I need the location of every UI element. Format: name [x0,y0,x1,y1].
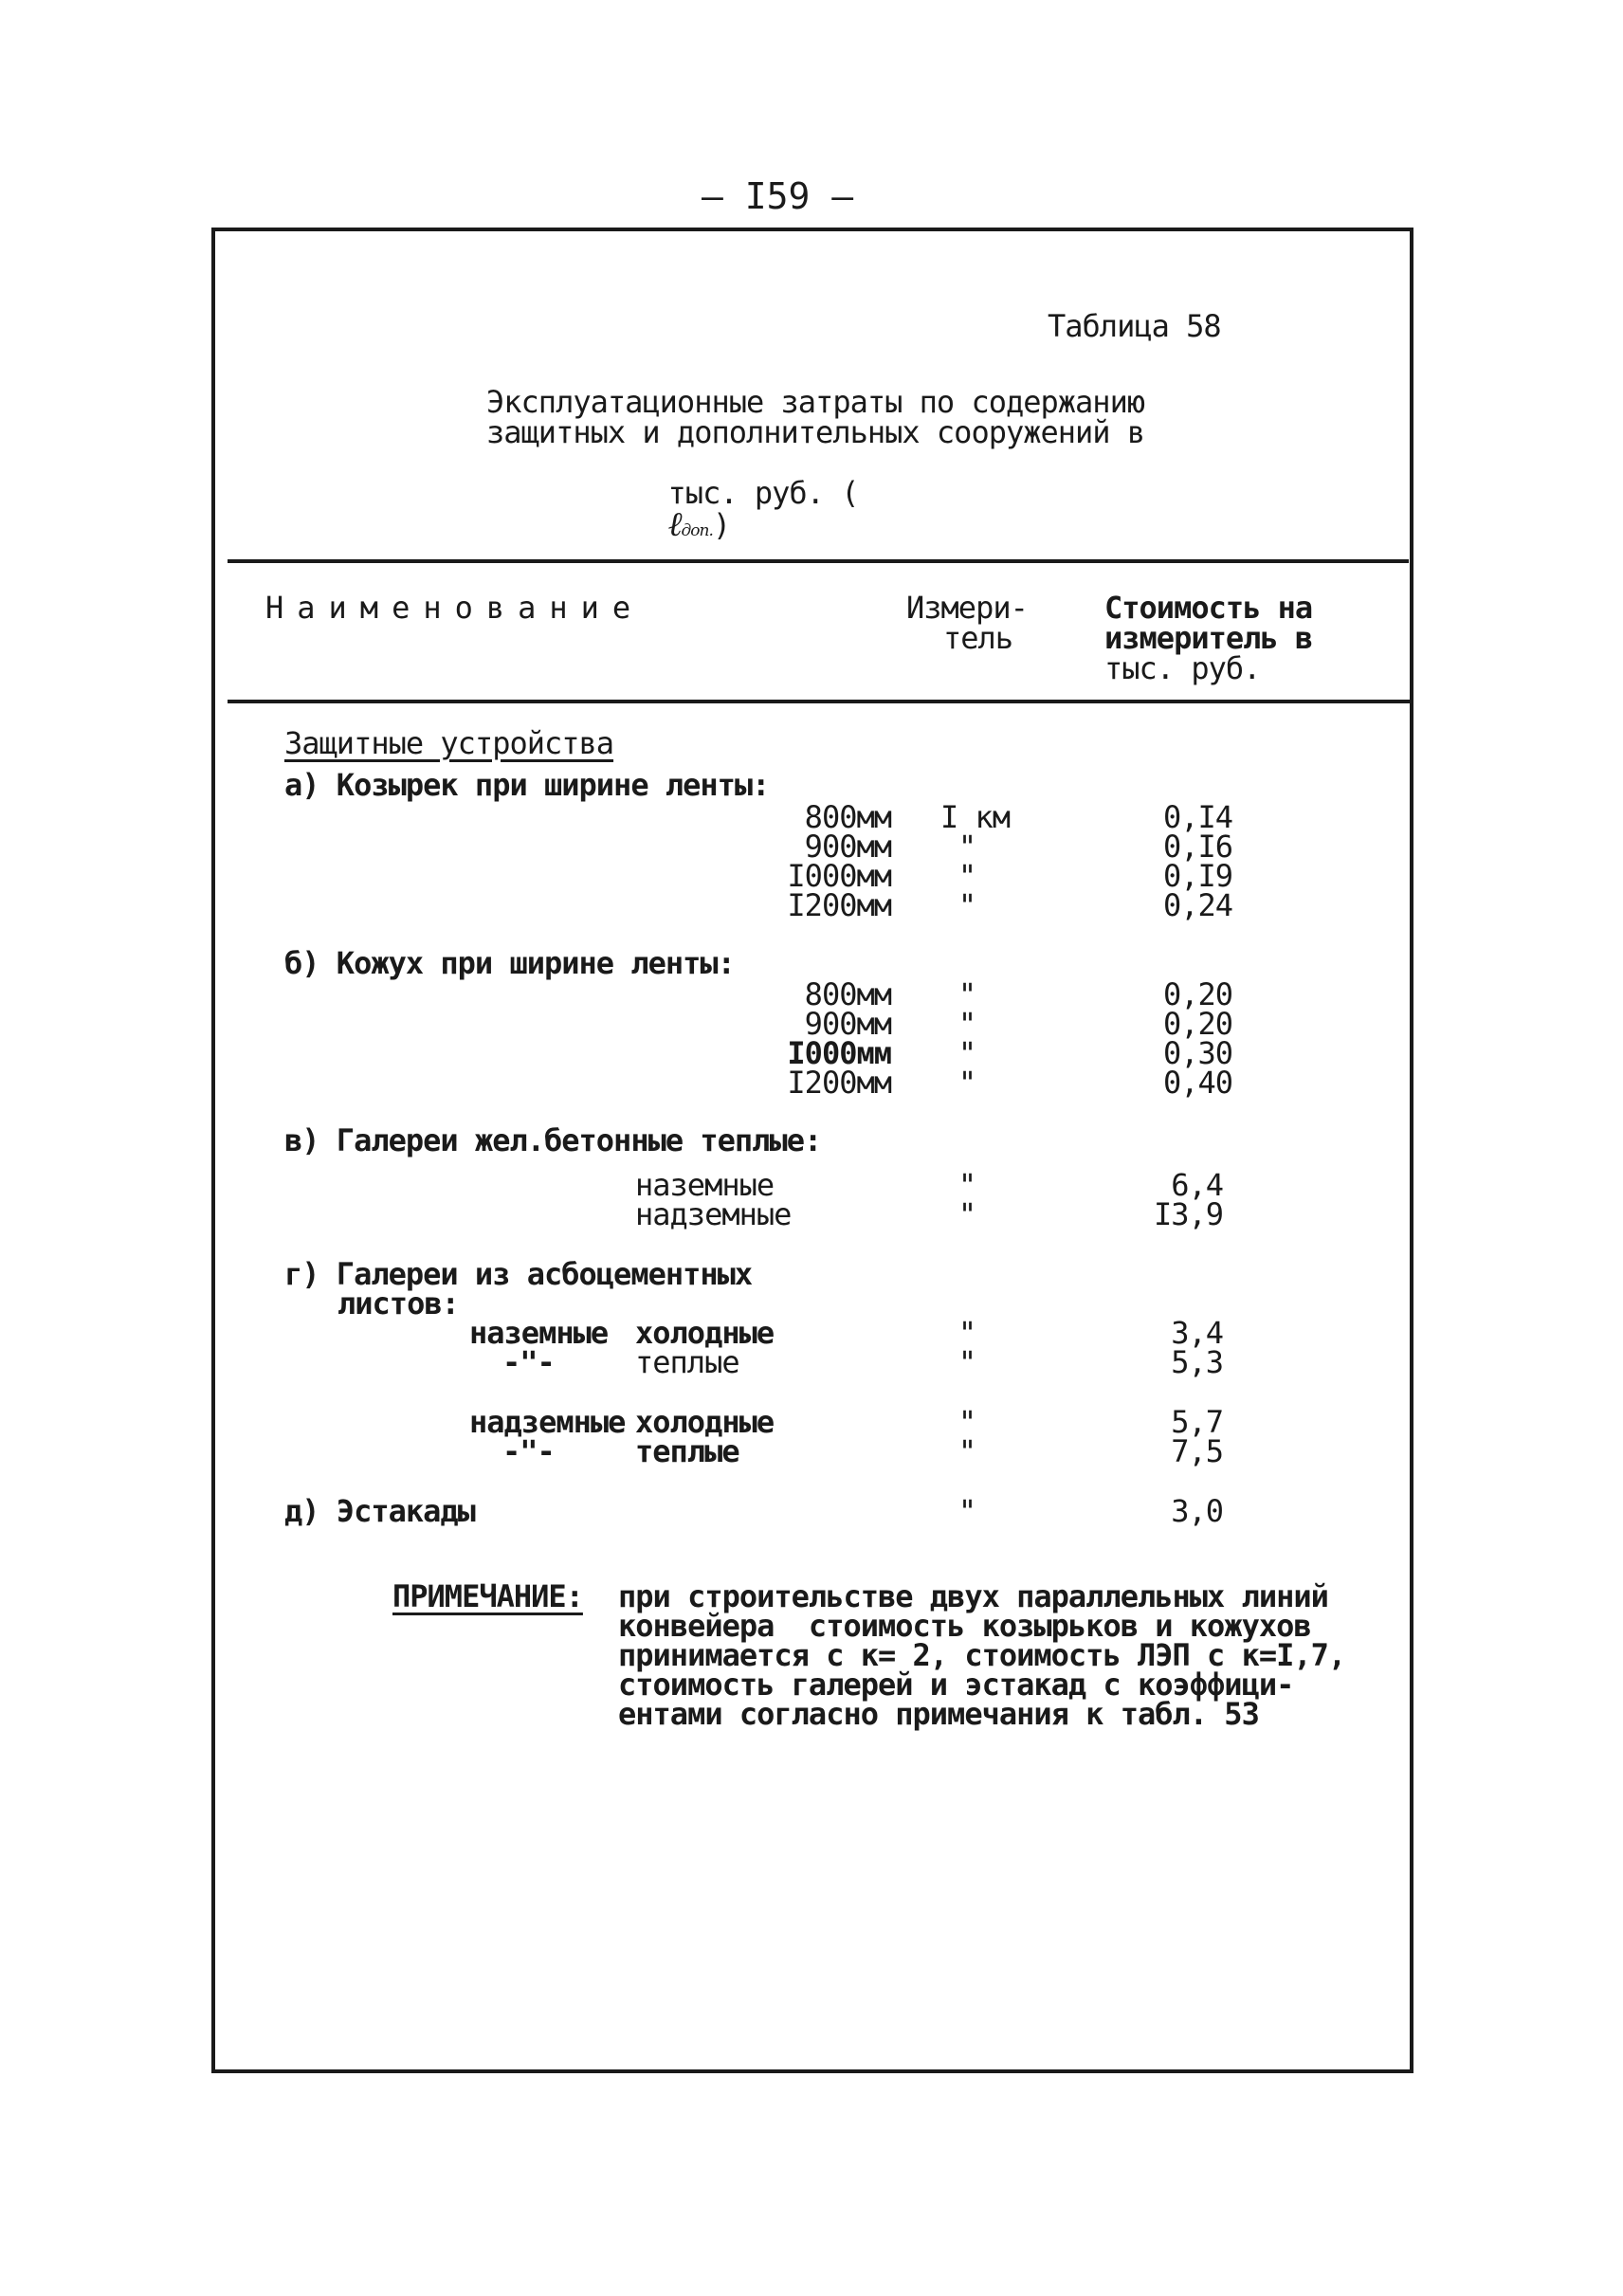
group-v-row-1-value: 6,4 [1171,1167,1223,1203]
group-a-row-1-label: 800мм [804,799,891,835]
group-g-row-3-label-b: холодные [635,1404,775,1440]
group-g-row-4-unit: " [957,1433,976,1469]
group-g-row-2-label-b: теплые [635,1344,739,1380]
group-g-title-line-1: г) Галереи из асбоцементных [284,1256,753,1292]
group-v-title: в) Галереи жел.бетонные теплые: [284,1122,822,1158]
header-top-rule [228,559,1409,563]
group-b-row-3-label: I000мм [787,1035,891,1071]
group-v-row-1-label: наземные [635,1167,775,1203]
group-b-row-3-unit: " [957,1035,976,1071]
group-g-row-2-label-a: -"- [502,1344,555,1380]
group-a-row-1-value: 0,I4 [1162,799,1232,835]
group-g-row-2-unit: " [957,1344,976,1380]
group-g-row-3-unit: " [957,1404,976,1440]
header-bottom-rule [228,700,1413,703]
column-header-cost-line-1: Стоимость на [1104,590,1313,626]
group-v-row-2-label: надземные [635,1196,792,1232]
note-line-2: конвейера стоимость козырьков и кожухов [618,1608,1311,1644]
column-header-cost-line-2: измеритель в [1104,620,1313,656]
group-b-row-2-unit: " [957,1006,976,1042]
group-a-row-2-label: 900мм [804,829,891,865]
group-g-row-1-value: 3,4 [1171,1315,1223,1351]
group-b-title: б) Кожух при ширине ленты: [284,945,735,981]
group-g-row-3-value: 5,7 [1171,1404,1223,1440]
group-a-row-3-value: 0,I9 [1162,858,1232,894]
note-line-3: принимается с к= 2, стоимость ЛЭП с к=I,7, [618,1637,1346,1673]
table-title-line-1: Эксплуатационные затраты по содержанию [486,384,1145,420]
group-d-value: 3,0 [1171,1493,1223,1529]
group-a-row-3-label: I000мм [787,858,891,894]
group-a-row-3-unit: " [957,858,976,894]
group-g-row-1-label-b: холодные [635,1315,775,1351]
table-title-line-2: защитных и дополнительных сооружений в [486,414,1145,450]
note-line-5: ентами согласно примечания к табл. 53 [618,1696,1259,1732]
column-header-unit-line-2: тель [943,620,1013,656]
group-g-row-4-label-a: -"- [502,1433,555,1469]
title-suffix: ) [712,507,731,543]
column-header-unit-line-1: Измери- [906,590,1028,626]
group-a-row-2-value: 0,I6 [1162,829,1232,865]
column-header-cost-line-3: тыс. руб. [1104,650,1261,686]
note-label: ПРИМЕЧАНИЕ: [392,1578,583,1614]
group-a-title: а) Козырек при ширине ленты: [284,767,770,803]
group-v-row-1-unit: " [957,1167,976,1203]
cost-symbol: ℓ [667,505,682,544]
group-b-row-1-label: 800мм [804,976,891,1012]
group-g-row-2-value: 5,3 [1171,1344,1223,1380]
group-g-row-1-unit: " [957,1315,976,1351]
group-g-row-1-label-a: наземные [469,1315,609,1351]
group-b-row-1-unit: " [957,976,976,1012]
group-g-title-line-2: листов: [337,1285,459,1321]
group-a-row-4-unit: " [957,887,976,923]
cost-symbol-subscript: доп. [681,521,713,540]
group-b-row-2-label: 900мм [804,1006,891,1042]
group-b-row-4-value: 0,40 [1162,1065,1232,1101]
group-v-row-2-unit: " [957,1196,976,1232]
group-a-row-4-value: 0,24 [1162,887,1232,923]
group-b-row-4-label: I200мм [787,1065,891,1101]
group-a-row-4-label: I200мм [787,887,891,923]
section-title: Защитные устройства [284,725,614,761]
table-label: Таблица 58 [1048,308,1221,344]
page-number: – I59 – [702,175,854,217]
note-line-1: при строительстве двух параллельных линий [618,1578,1328,1614]
group-g-row-4-label-b: теплые [635,1433,739,1469]
table-title-line-3 [633,447,858,542]
group-b-row-4-unit: " [957,1065,976,1101]
group-v-row-2-value: I3,9 [1153,1196,1223,1232]
group-d-title: д) Эстакады [284,1493,475,1529]
group-b-row-3-value: 0,30 [1162,1035,1232,1071]
column-header-name: Наименование [265,590,645,626]
group-a-row-1-unit: I км [940,799,1011,835]
group-g-row-3-label-a: надземные [469,1404,626,1440]
group-b-row-2-value: 0,20 [1162,1006,1232,1042]
group-b-row-1-value: 0,20 [1162,976,1232,1012]
group-g-row-4-value: 7,5 [1171,1433,1223,1469]
title-prefix: тыс. руб. ( [667,475,859,511]
note-line-4: стоимость галерей и эстакад с коэффици- [618,1667,1294,1703]
group-d-unit: " [957,1493,976,1529]
group-a-row-2-unit: " [957,829,976,865]
